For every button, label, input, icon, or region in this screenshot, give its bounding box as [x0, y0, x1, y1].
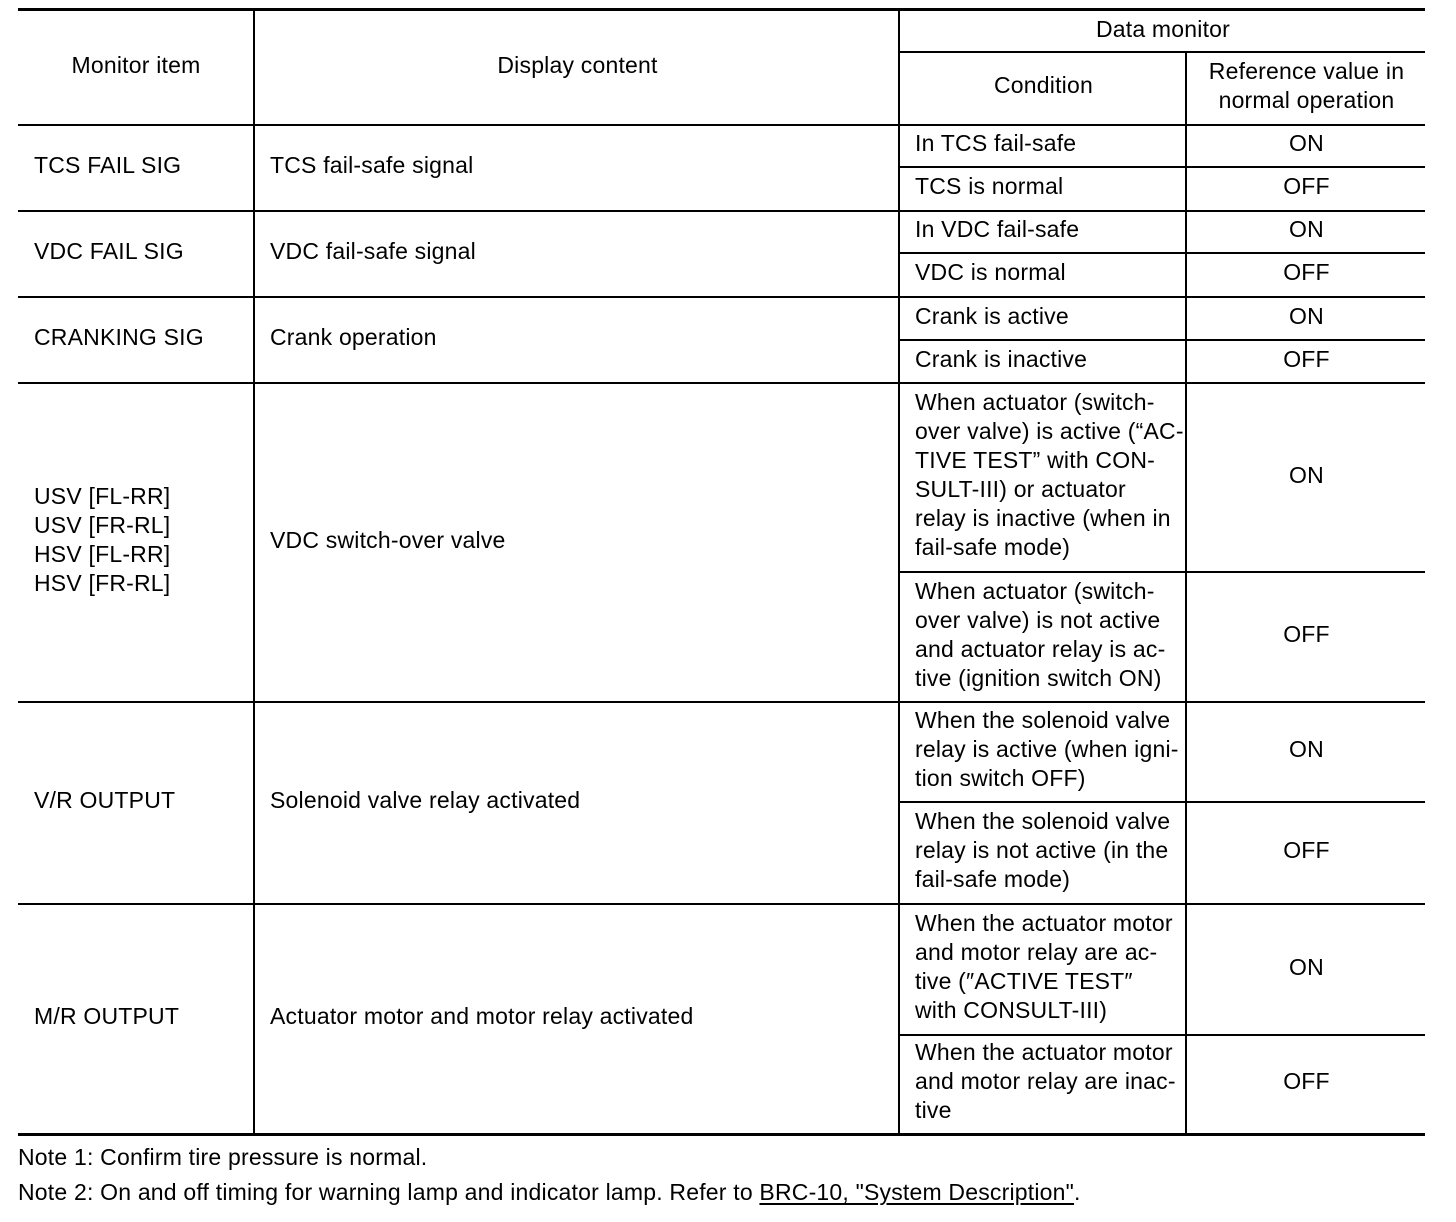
- brc-10-system-description-link[interactable]: BRC-10, "System Description": [759, 1179, 1075, 1205]
- monitor-item-cell: USV [FL-RR] USV [FR-RL] HSV [FL-RR] HSV [FR-RL]: [34, 483, 171, 596]
- note-2: [18, 1178, 1081, 1207]
- condition-cell: In TCS fail-safe: [915, 130, 1077, 156]
- table-bottom-rule: [18, 1133, 1425, 1136]
- display-content-cell: Crank operation: [270, 324, 437, 350]
- table-row: [0, 383, 1456, 702]
- header-monitor-item: Monitor item: [71, 51, 201, 78]
- monitor-item-cell: TCS FAIL SIG: [34, 152, 182, 178]
- condition-cell: When actuator (switch- over valve) is not active and actuator relay is ac- tive (ignition switch ON): [915, 577, 1166, 691]
- table-row: [0, 125, 1456, 211]
- note-1: Note 1: Confirm tire pressure is normal.: [18, 1144, 428, 1170]
- display-content-cell: Solenoid valve relay activated: [270, 787, 581, 813]
- reference-value-cell: OFF: [1283, 1068, 1330, 1094]
- display-content-cell: VDC switch-over valve: [270, 526, 506, 553]
- table-row: [0, 211, 1456, 297]
- display-content-cell: Actuator motor and motor relay activated: [270, 1002, 694, 1029]
- condition-cell: When the solenoid valve relay is not active (in the fail-safe mode): [915, 808, 1171, 892]
- display-content-cell: TCS fail-safe signal: [270, 152, 474, 178]
- reference-value-cell: ON: [1289, 302, 1324, 329]
- condition-cell: When the actuator motor and motor relay are inac- tive: [915, 1039, 1176, 1123]
- reference-value-cell: OFF: [1283, 173, 1330, 199]
- monitor-item-cell: M/R OUTPUT: [34, 1002, 180, 1029]
- header-display-content: Display content: [497, 51, 658, 78]
- monitor-item-cell: VDC FAIL SIG: [34, 238, 184, 264]
- reference-value-cell: OFF: [1283, 621, 1330, 647]
- header-data-monitor: Data monitor: [1095, 15, 1231, 42]
- reference-value-cell: ON: [1289, 216, 1324, 242]
- header-condition: Condition: [994, 72, 1093, 98]
- condition-cell: In VDC fail-safe: [915, 216, 1080, 242]
- condition-cell: When the actuator motor and motor relay are ac- tive (″ACTIVE TEST″ with CONSULT-III): [915, 910, 1173, 1023]
- note-2-text: Note 2: On and off timing for warning lamp and indicator lamp. Refer to: [18, 1179, 760, 1205]
- reference-value-cell: OFF: [1283, 259, 1330, 285]
- note-2-suffix: .: [1074, 1179, 1081, 1205]
- table-row: [0, 297, 1456, 383]
- table-row: [0, 702, 1456, 904]
- condition-cell: When actuator (switch- over valve) is active (“AC- TIVE TEST” with CON- SULT-III) or actuator relay is inactive (when in fail-safe mode): [915, 389, 1184, 560]
- condition-cell: When the solenoid valve relay is active (when igni- tion switch OFF): [915, 707, 1179, 791]
- monitor-item-cell: V/R OUTPUT: [34, 787, 176, 813]
- reference-value-cell: ON: [1289, 953, 1324, 980]
- reference-value-cell: ON: [1289, 130, 1324, 156]
- monitor-item-cell: CRANKING SIG: [34, 324, 204, 350]
- reference-value-cell: OFF: [1283, 345, 1330, 372]
- condition-cell: TCS is normal: [915, 173, 1064, 199]
- condition-cell: Crank is inactive: [915, 345, 1088, 372]
- table-header: [0, 11, 1456, 124]
- reference-value-cell: OFF: [1283, 837, 1330, 863]
- display-content-cell: VDC fail-safe signal: [270, 238, 476, 264]
- condition-cell: Crank is active: [915, 302, 1069, 329]
- table-row: [0, 904, 1456, 1133]
- reference-value-cell: ON: [1289, 736, 1324, 762]
- reference-value-cell: ON: [1289, 461, 1324, 488]
- condition-cell: VDC is normal: [915, 259, 1066, 285]
- header-reference-value: Reference value in normal operation: [1208, 57, 1405, 113]
